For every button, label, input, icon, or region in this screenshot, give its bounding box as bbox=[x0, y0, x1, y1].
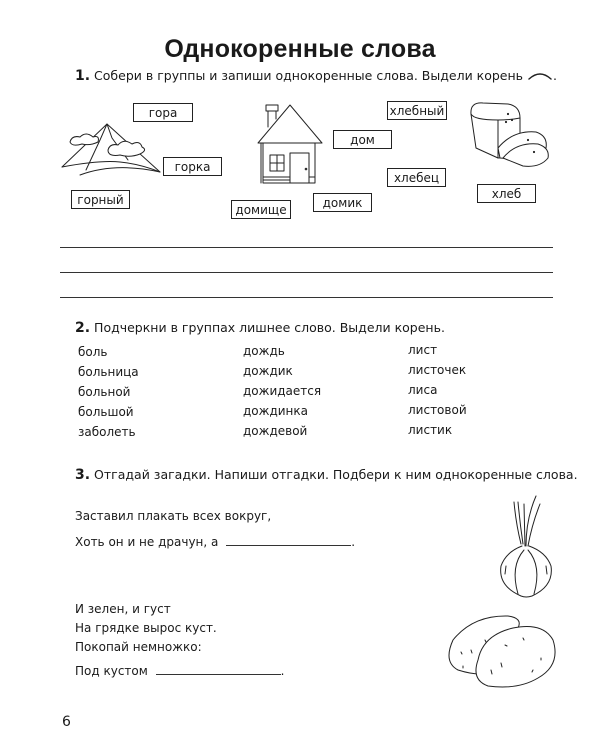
task1-trailing-dot: . bbox=[553, 68, 558, 83]
riddle1-answer-blank[interactable] bbox=[226, 544, 351, 546]
riddle2-line-4-text: Под кустом bbox=[75, 664, 148, 678]
word-card-khleb[interactable]: хлеб bbox=[477, 184, 536, 203]
task3-number: 3. bbox=[75, 467, 91, 483]
riddle1-line-2-text: Хоть он и не драчун, а bbox=[75, 535, 219, 549]
task3-text: Отгадай загадки. Напиши отгадки. Подбери к ним однокоренные слова. bbox=[94, 467, 578, 482]
word-card-dom[interactable]: дом bbox=[333, 130, 392, 149]
group1-word[interactable]: боль bbox=[78, 345, 108, 359]
group2-word[interactable]: дожидается bbox=[243, 384, 322, 398]
word-card-khlebny[interactable]: хлебный bbox=[387, 101, 447, 120]
riddle2-answer-blank[interactable] bbox=[156, 673, 281, 675]
answer-line-3[interactable] bbox=[60, 297, 553, 298]
word-card-gorka[interactable]: горка bbox=[163, 157, 222, 176]
task2-heading bbox=[75, 320, 445, 336]
task1-text: Собери в группы и запиши однокоренные слова. Выдели корень bbox=[94, 68, 524, 83]
group2-word[interactable]: дождик bbox=[243, 364, 293, 378]
page-title: Однокоренные слова bbox=[164, 35, 436, 63]
task2-text: Подчеркни в группах лишнее слово. Выдели корень. bbox=[94, 320, 445, 335]
group3-word[interactable]: листочек bbox=[408, 363, 467, 377]
group1-word[interactable]: большой bbox=[78, 405, 134, 419]
task1-number: 1. bbox=[75, 68, 91, 84]
onion-illustration bbox=[496, 494, 556, 604]
riddle2-line-4 bbox=[75, 664, 284, 678]
group1-word[interactable]: больница bbox=[78, 365, 139, 379]
house-illustration bbox=[258, 105, 333, 185]
riddle2-end-dot: . bbox=[280, 664, 285, 678]
riddle2-line-2: На грядке вырос куст. bbox=[75, 621, 217, 635]
word-card-khlebets[interactable]: хлебец bbox=[387, 168, 446, 187]
group2-word[interactable]: дождинка bbox=[243, 404, 308, 418]
answer-line-1[interactable] bbox=[60, 247, 553, 248]
task2-number: 2. bbox=[75, 320, 91, 336]
mountain-illustration bbox=[60, 120, 170, 180]
task3-heading bbox=[75, 467, 578, 483]
riddle2-line-1: И зелен, и густ bbox=[75, 602, 171, 616]
word-card-gora[interactable]: гора bbox=[133, 103, 193, 122]
word-card-domik[interactable]: домик bbox=[313, 193, 372, 212]
riddle2-line-3: Покопай немножко: bbox=[75, 640, 202, 654]
group2-word[interactable]: дождь bbox=[243, 344, 285, 358]
group3-word[interactable]: листовой bbox=[408, 403, 467, 417]
word-card-domishche[interactable]: домище bbox=[231, 200, 291, 219]
riddle1-line-2 bbox=[75, 535, 355, 549]
bread-illustration bbox=[468, 100, 553, 170]
potato-illustration bbox=[443, 610, 558, 695]
group1-word[interactable]: больной bbox=[78, 385, 131, 399]
answer-line-2[interactable] bbox=[60, 272, 553, 273]
group3-word[interactable]: лист bbox=[408, 343, 438, 357]
riddle1-end-dot: . bbox=[351, 535, 356, 549]
root-arc-icon bbox=[527, 69, 553, 84]
page-number: 6 bbox=[62, 714, 71, 730]
group1-word[interactable]: заболеть bbox=[78, 425, 136, 439]
riddle1-line-1: Заставил плакать всех вокруг, bbox=[75, 509, 272, 523]
group3-word[interactable]: лиса bbox=[408, 383, 438, 397]
task1-heading bbox=[75, 68, 557, 84]
group2-word[interactable]: дождевой bbox=[243, 424, 308, 438]
word-card-gorny[interactable]: горный bbox=[71, 190, 130, 209]
group3-word[interactable]: листик bbox=[408, 423, 453, 437]
